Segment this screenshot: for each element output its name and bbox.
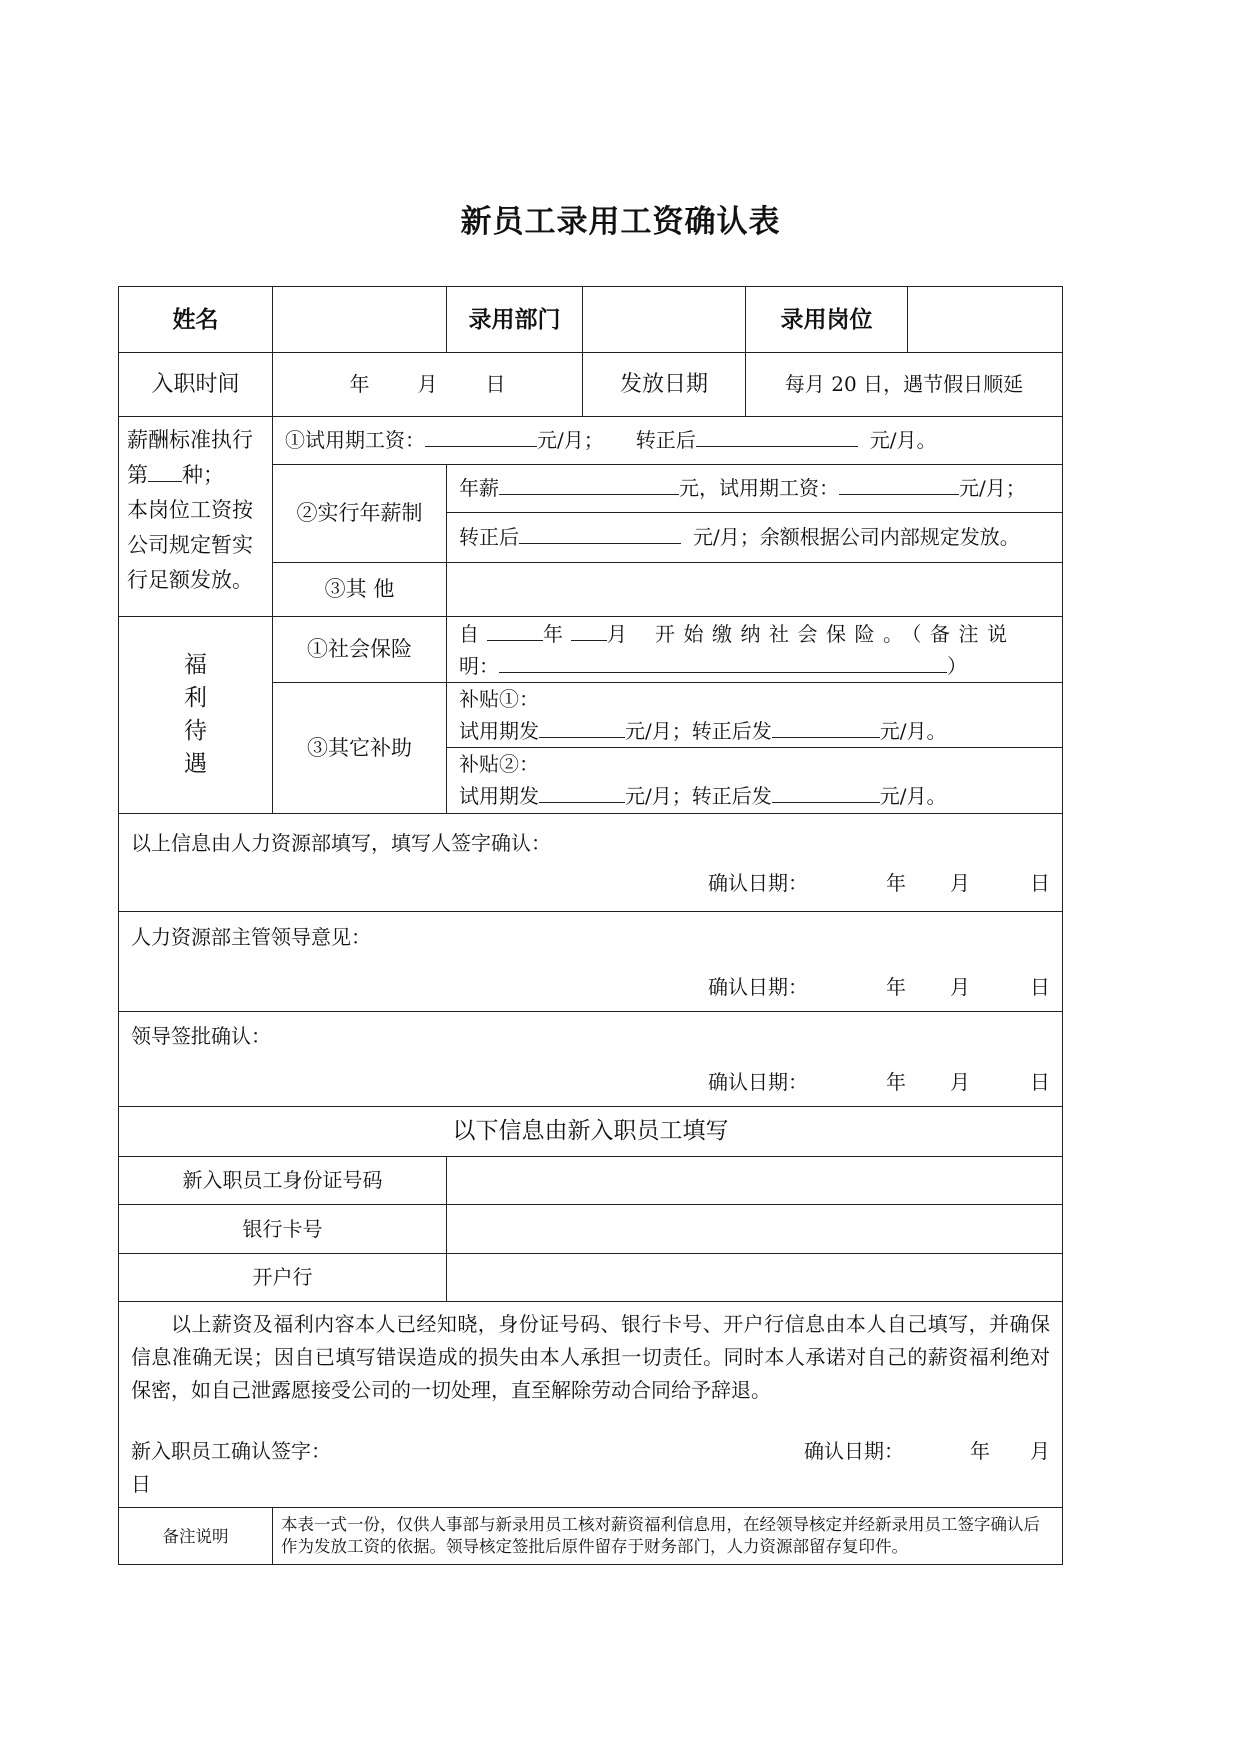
entry-time-label: 入职时间 [119,353,273,417]
leader-confirm-date: 确认日期： 年 月 日 [708,1070,1050,1094]
salary-confirmation-table [118,286,1063,1565]
employee-sign-row [131,1435,1050,1468]
pay-date-value: 每月 20 日，遇节假日顺延 [746,353,1063,417]
bank-branch-label: 开户行 [119,1254,447,1302]
social-month-blank[interactable] [571,618,607,641]
pay-date-label: 发放日期 [583,353,746,417]
annual-salary-line2: 转正后 元/月；余额根据公司内部规定发放。 [447,513,1063,563]
dept-label: 录用部门 [447,287,583,353]
hr-confirm-date: 确认日期： 年 月 日 [708,870,1050,895]
social-remark-blank[interactable] [499,650,947,673]
employee-confirm-date: 确认日期： 年 月 [804,1439,1050,1463]
probation-salary-row: ①试用期工资： 元/月； 转正后 元/月。 [273,417,1063,465]
other-subsidy-label: ③其它补助 [273,683,447,814]
entry-year: 年 [349,372,370,396]
notes-label: 备注说明 [119,1508,273,1565]
page-title: 新员工录用工资确认表 [460,204,781,240]
regular-salary-blank[interactable] [696,424,858,447]
subsidy-1: 补贴①： 试用期发 元/月；转正后发 元/月。 [447,683,1063,748]
subsidy-2: 补贴②： 试用期发 元/月；转正后发 元/月。 [447,748,1063,814]
position-label: 录用岗位 [746,287,908,353]
leader-sign-section[interactable]: 领导签批确认： 确认日期： 年 月 日 [119,1012,1063,1107]
employee-confirm-day: 日 [131,1472,151,1496]
annual-salary-blank[interactable] [499,472,679,495]
bank-branch-field[interactable] [447,1254,1063,1302]
social-insurance-text: 自 年 月 开始缴纳社会保险。（备注说 明： ） [447,617,1063,683]
entry-month: 月 [417,372,438,396]
entry-date-field[interactable] [273,353,583,417]
entry-day: 日 [485,372,506,396]
other-salary-label: ③其 他 [273,563,447,617]
hr-leader-confirm-date: 确认日期： 年 月 日 [708,974,1050,999]
position-field[interactable] [908,287,1063,353]
id-number-label: 新入职员工身份证号码 [119,1157,447,1205]
annual-probation-blank[interactable] [839,472,959,495]
subsidy1-probation-blank[interactable] [539,715,625,738]
subsidy2-probation-blank[interactable] [539,780,625,803]
other-salary-field[interactable] [447,563,1063,617]
employee-statement-section[interactable] [119,1302,1063,1508]
statement-text: 以上薪资及福利内容本人已经知晓，身份证号码、银行卡号、开户行信息由本人自己填写，并确保信息准确无误；因自已填写错误造成的损失由本人承担一切责任。同时本人承诺对自己的薪资福利绝对保密，如自己泄露愿接受公司的一切处理，直至解除劳动合同给予辞退。 [131,1312,1050,1402]
dept-field[interactable] [583,287,746,353]
salary-standard-note: 薪酬标准执行 第 种； 本岗位工资按 公司规定暂实 行足额发放。 [119,417,273,617]
welfare-label: 福 利 待 遇 [119,617,273,814]
id-number-field[interactable] [447,1157,1063,1205]
annual-regular-blank[interactable] [519,521,681,544]
hr-leader-section[interactable]: 人力资源部主管领导意见： 确认日期： 年 月 日 [119,912,1063,1012]
social-insurance-label: ①社会保险 [273,617,447,683]
salary-type-blank[interactable] [148,459,182,482]
subsidy2-regular-blank[interactable] [772,780,880,803]
employee-sign-label: 新入职员工确认签字： [131,1439,331,1463]
new-employee-section-title: 以下信息由新入职员工填写 [119,1107,1063,1157]
name-field[interactable] [273,287,447,353]
probation-salary-blank[interactable] [425,424,537,447]
annual-salary-label: ②实行年薪制 [273,465,447,563]
name-label: 姓名 [119,287,273,353]
notes-text: 本表一式一份，仅供人事部与新录用员工核对薪资福利信息用，在经领导核定并经新录用员工签字确认后作为发放工资的依据。领导核定签批后原件留存于财务部门，人力资源部留存复印件。 [273,1508,1063,1565]
bank-card-field[interactable] [447,1205,1063,1254]
subsidy1-regular-blank[interactable] [772,715,880,738]
hr-fill-section[interactable]: 以上信息由人力资源部填写，填写人签字确认： 确认日期： 年 月 日 [119,814,1063,912]
annual-salary-line1: 年薪 元，试用期工资： 元/月； [447,465,1063,513]
social-year-blank[interactable] [487,618,543,641]
bank-card-label: 银行卡号 [119,1205,447,1254]
